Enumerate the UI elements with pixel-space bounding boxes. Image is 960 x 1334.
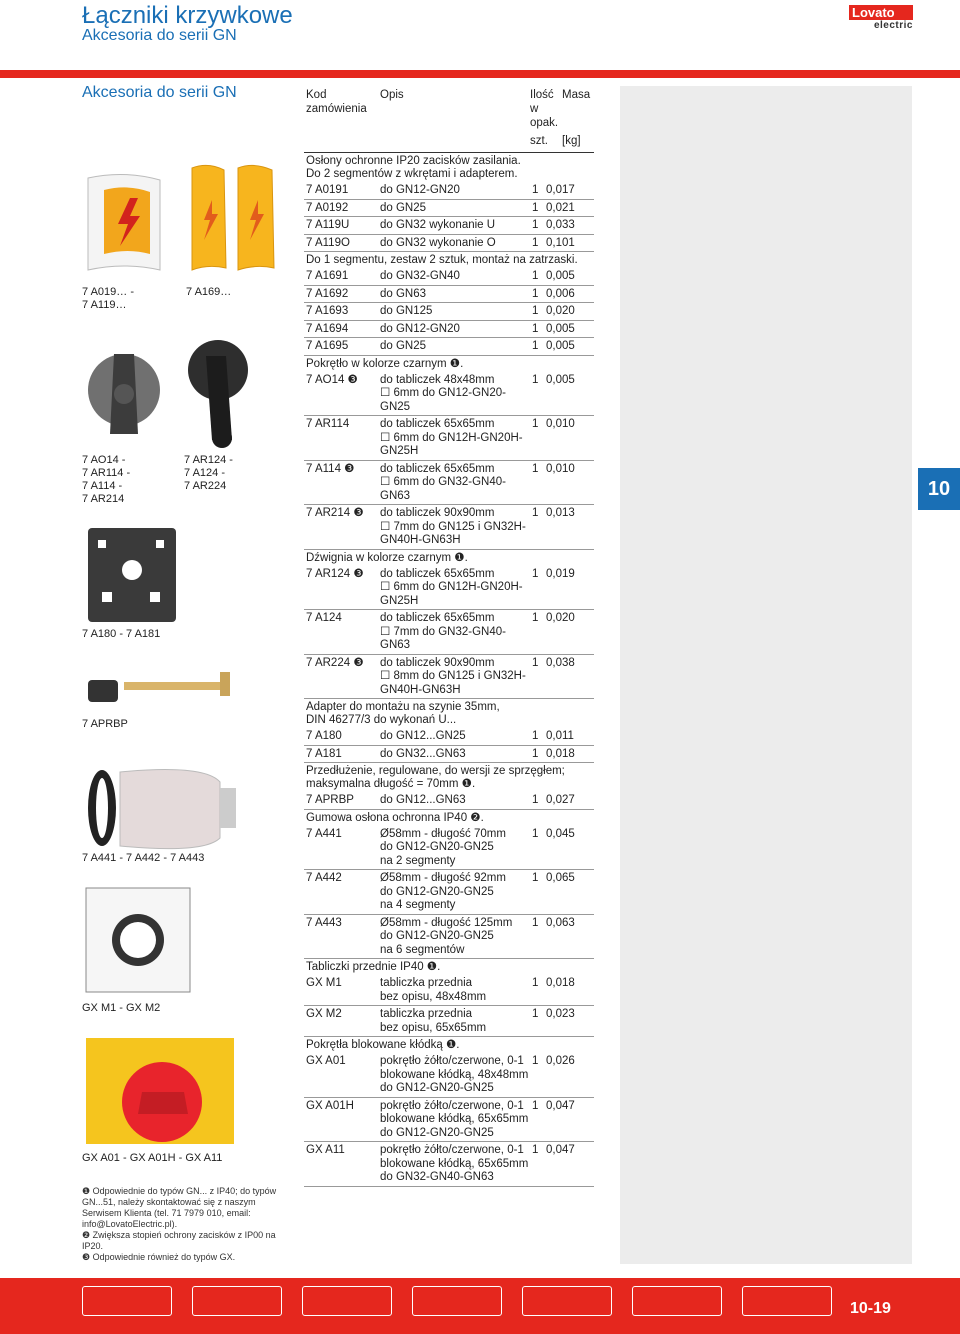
cell-desc: Ø58mm - długość 125mm do GN12-GN20-GN25 na 6 segmentów [380, 916, 513, 956]
cell-mass: 0,045 [546, 827, 575, 840]
cell-code: 7 A1693 [306, 305, 349, 317]
cell-mass: 0,047 [546, 1144, 575, 1156]
cell-code: 7 A442 [306, 872, 342, 884]
footnotes [82, 1186, 296, 1263]
product-label-a180: 7 A180 - 7 A181 [82, 628, 161, 640]
side-panel [620, 86, 912, 1264]
table-section-title: Pokrętła blokowane kłódką ❶. [306, 1039, 460, 1051]
table-header [304, 86, 594, 153]
cell-mass: 0,005 [546, 373, 575, 386]
cell-code: 7 A114 ❸ [306, 462, 355, 475]
cell-desc: tabliczka przednia bez opisu, 65x65mm [380, 1008, 487, 1034]
table-row [304, 200, 594, 218]
cell-qty: 1 [532, 977, 539, 989]
cell-mass: 0,017 [546, 184, 575, 196]
footer-box [192, 1286, 282, 1316]
cell-mass: 0,038 [546, 656, 575, 669]
table-row [304, 746, 594, 764]
table-row [304, 655, 594, 700]
table-row [304, 235, 594, 253]
cell-desc: pokrętło żółto/czerwone, 0-1 blokowane kłódką, 48x48mm do GN12-GN20-GN25 [380, 1055, 529, 1094]
cell-qty: 1 [532, 184, 539, 196]
cell-qty: 1 [532, 418, 539, 430]
product-label-ao14: 7 AO14 - 7 AR114 - 7 A114 - 7 AR214 [82, 454, 131, 505]
table-section-title: Pokrętło w kolorze czarnym ❶. [306, 357, 464, 370]
table-row [304, 610, 594, 655]
table-row [304, 1053, 594, 1098]
cell-qty: 1 [532, 507, 539, 519]
cell-mass: 0,010 [546, 462, 575, 475]
table-row [304, 870, 594, 915]
table-row [304, 1098, 594, 1143]
cell-mass: 0,006 [546, 287, 575, 300]
table-row [304, 338, 594, 356]
table-row [304, 826, 594, 871]
cell-code: 7 A1691 [306, 270, 349, 282]
cell-code: 7 A124 [306, 612, 342, 624]
cell-desc: do GN32-GN40 [380, 270, 460, 282]
table-row [304, 321, 594, 339]
cell-code: 7 AR124 ❸ [306, 567, 364, 580]
table-row [304, 372, 594, 417]
table-row [304, 182, 594, 200]
cell-code: 7 A1695 [306, 340, 349, 352]
product-label-ar124: 7 AR124 - 7 A124 - 7 AR224 [184, 454, 233, 492]
cell-code: 7 A443 [306, 916, 342, 929]
cell-qty: 1 [532, 201, 539, 214]
cell-qty: 1 [532, 1144, 539, 1156]
front-plate-image [84, 886, 194, 994]
cell-qty: 1 [532, 1099, 539, 1112]
table-row [304, 975, 594, 1006]
cell-code: 7 A181 [306, 747, 342, 760]
col-header-mass: Masa [562, 89, 591, 101]
chapter-tab: 10 [918, 468, 960, 510]
table-row [304, 792, 594, 810]
top-red-bar [0, 70, 960, 78]
cell-desc: do GN125 [380, 305, 433, 317]
footnote: ❸ Odpowiednie również do typów GX. [82, 1252, 236, 1262]
product-label-a441: 7 A441 - 7 A442 - 7 A443 [82, 852, 205, 864]
cell-code: 7 AO14 ❸ [306, 373, 358, 386]
product-label-a019: 7 A019… - 7 A119… [82, 286, 134, 311]
cell-qty: 1 [532, 567, 539, 580]
table-row [304, 566, 594, 611]
table-row [304, 728, 594, 746]
table-row [304, 217, 594, 235]
footer-box [412, 1286, 502, 1316]
cell-code: GX M1 [306, 977, 342, 989]
cell-code: 7 A1694 [306, 322, 349, 335]
cell-qty: 1 [532, 794, 539, 806]
cell-qty: 1 [532, 287, 539, 300]
cell-desc: do GN12-GN20 [380, 184, 460, 196]
black-knob-image [84, 344, 166, 448]
cell-qty: 1 [532, 462, 539, 475]
cell-mass: 0,023 [546, 1008, 575, 1020]
product-label-aprbp: 7 APRBP [82, 718, 128, 730]
cell-desc: do tabliczek 65x65mm ☐ 7mm do GN32-GN40- GN63 [380, 612, 506, 651]
footer-box [522, 1286, 612, 1316]
cell-code: 7 A180 [306, 730, 342, 742]
cell-code: 7 A0191 [306, 184, 349, 196]
cell-qty: 1 [532, 1055, 539, 1067]
padlock-knob-image [84, 1036, 236, 1146]
cell-mass: 0,033 [546, 219, 575, 231]
cell-qty: 1 [532, 340, 539, 352]
extension-shaft-image [84, 664, 234, 712]
cell-mass: 0,005 [546, 322, 575, 335]
footnote: ❶ Odpowiednie do typów GN... z IP40; do typów GN...51, należy skontaktować się z naszym Serwisem Klienta (tel. 71 7979 010, email: info@LovatoElectric.pl). [82, 1186, 277, 1229]
cell-qty: 1 [532, 656, 539, 669]
cell-desc: do tabliczek 65x65mm ☐ 6mm do GN32-GN40- GN63 [380, 462, 506, 502]
product-label-gxa: GX A01 - GX A01H - GX A11 [82, 1152, 223, 1164]
col-header-qty: Ilość w opak. [530, 89, 559, 129]
cell-desc: do GN25 [380, 340, 427, 352]
logo-bottom: electric [873, 20, 913, 31]
cell-code: 7 A119U [306, 219, 350, 231]
accessories-table [304, 86, 594, 1187]
product-label-a169: 7 A169… [186, 286, 232, 298]
footer-box [742, 1286, 832, 1316]
cell-qty: 1 [532, 827, 539, 840]
cell-mass: 0,005 [546, 340, 575, 352]
cell-mass: 0,013 [546, 507, 575, 519]
cell-desc: do GN12-GN20 [380, 322, 460, 335]
cell-code: 7 A0192 [306, 201, 349, 214]
cell-code: 7 AR224 ❸ [306, 656, 364, 669]
table-row [304, 303, 594, 321]
footer-box [632, 1286, 722, 1316]
cell-code: 7 AR114 [306, 418, 350, 430]
table-section-title: Dźwignia w kolorze czarnym ❶. [306, 551, 468, 564]
table-body [304, 153, 594, 1187]
cell-mass: 0,005 [546, 270, 575, 282]
table-row [304, 915, 594, 960]
cell-mass: 0,010 [546, 418, 575, 430]
cell-desc: do tabliczek 65x65mm ☐ 6mm do GN12H-GN20H- GN25H [380, 418, 523, 457]
cell-desc: do GN12...GN63 [380, 794, 466, 806]
section-title: Akcesoria do serii GN [82, 84, 237, 101]
col-header-qty-unit: szt. [530, 135, 548, 147]
cell-code: 7 A119O [306, 236, 350, 249]
cell-desc: do tabliczek 90x90mm ☐ 7mm do GN125 i GN32H- GN40H-GN63H [380, 507, 526, 546]
rubber-cover-image [84, 762, 240, 852]
cell-desc: do tabliczek 90x90mm ☐ 8mm do GN125 i GN32H- GN40H-GN63H [380, 656, 526, 696]
cell-code: 7 A441 [306, 827, 342, 840]
table-section-title: Adapter do montażu na szynie 35mm, DIN 46277/3 do wykonań U... [306, 701, 500, 726]
table-section-title: Przedłużenie, regulowane, do wersji ze sprzęgłem; maksymalna długość = 70mm ❶. [306, 765, 565, 790]
footnote: ❷ Zwiększa stopień ochrony zacisków z IP00 na IP20. [82, 1230, 276, 1251]
col-header-code: Kod zamówienia [306, 89, 367, 115]
cell-mass: 0,027 [546, 794, 575, 806]
cell-desc: pokrętło żółto/czerwone, 0-1 blokowane kłódką, 65x65mm do GN32-GN40-GN63 [380, 1144, 529, 1183]
cell-mass: 0,047 [546, 1099, 575, 1112]
black-lever-image [184, 330, 254, 450]
cell-qty: 1 [532, 872, 539, 884]
cell-mass: 0,026 [546, 1055, 575, 1067]
table-section-title: Do 1 segmentu, zestaw 2 sztuk, montaż na zatrzaski. [306, 254, 578, 266]
product-label-gxm: GX M1 - GX M2 [82, 1002, 161, 1014]
cell-code: GX A01 [306, 1055, 346, 1067]
cell-mass: 0,021 [546, 201, 575, 214]
table-row [304, 505, 594, 550]
table-row [304, 286, 594, 304]
cell-code: GX A01H [306, 1099, 354, 1112]
cell-mass: 0,063 [546, 916, 575, 929]
cell-qty: 1 [532, 305, 539, 317]
cell-desc: do GN63 [380, 287, 427, 300]
cell-qty: 1 [532, 270, 539, 282]
footer-box [302, 1286, 392, 1316]
table-section-title: Gumowa osłona ochronna IP40 ❷. [306, 811, 484, 824]
cell-desc: pokrętło żółto/czerwone, 0-1 blokowane kłódką, 65x65mm do GN12-GN20-GN25 [380, 1099, 529, 1139]
cell-code: 7 A1692 [306, 287, 349, 300]
page-number: 10-19 [850, 1300, 891, 1317]
table-row [304, 1142, 594, 1187]
table-row [304, 1006, 594, 1037]
cell-mass: 0,018 [546, 977, 575, 989]
cell-desc: tabliczka przednia bez opisu, 48x48mm [380, 977, 487, 1003]
cell-mass: 0,101 [546, 236, 575, 249]
footer-box [82, 1286, 172, 1316]
lovato-logo [849, 5, 913, 31]
table-section-title: Tabliczki przednie IP40 ❶. [306, 961, 441, 973]
cell-qty: 1 [532, 373, 539, 386]
cell-mass: 0,018 [546, 747, 575, 760]
table-row [304, 268, 594, 286]
cell-qty: 1 [532, 612, 539, 624]
cell-desc: do GN12...GN25 [380, 730, 466, 742]
table-row [304, 461, 594, 506]
cell-qty: 1 [532, 236, 539, 249]
cell-desc: Ø58mm - długość 92mm do GN12-GN20-GN25 na 4 segmenty [380, 872, 506, 911]
cell-desc: do tabliczek 48x48mm ☐ 6mm do GN12-GN20- GN25 [380, 373, 506, 413]
cell-mass: 0,020 [546, 612, 575, 624]
cell-mass: 0,020 [546, 305, 575, 317]
cover-segment-image [186, 160, 280, 278]
logo-top: Lovato [849, 5, 913, 20]
cell-code: 7 APRBP [306, 794, 354, 806]
cell-desc: do GN32...GN63 [380, 747, 466, 760]
page-title: Łączniki krzywkowe [82, 2, 293, 29]
cell-qty: 1 [532, 219, 539, 231]
terminal-cover-image [84, 172, 164, 276]
cell-desc: do GN32 wykonanie O [380, 236, 496, 249]
cell-qty: 1 [532, 730, 539, 742]
cell-mass: 0,011 [546, 730, 574, 742]
cell-mass: 0,065 [546, 872, 575, 884]
table-section-title: Osłony ochronne IP20 zacisków zasilania. Do 2 segmentów z wkrętami i adapterem. [306, 155, 521, 180]
cell-mass: 0,019 [546, 567, 575, 580]
cell-desc: do tabliczek 65x65mm ☐ 6mm do GN12H-GN20H- GN25H [380, 567, 523, 607]
cell-code: GX M2 [306, 1008, 342, 1020]
page-subtitle: Akcesoria do serii GN [82, 27, 237, 44]
cell-qty: 1 [532, 747, 539, 760]
table-row [304, 416, 594, 461]
cell-desc: Ø58mm - długość 70mm do GN12-GN20-GN25 na 2 segmenty [380, 827, 506, 867]
cell-qty: 1 [532, 1008, 539, 1020]
cell-qty: 1 [532, 916, 539, 929]
cell-desc: do GN32 wykonanie U [380, 219, 496, 231]
col-header-mass-unit: [kg] [562, 135, 581, 147]
din-adapter-image [84, 520, 184, 626]
cell-qty: 1 [532, 322, 539, 335]
cell-desc: do GN25 [380, 201, 427, 214]
cell-code: GX A11 [306, 1144, 345, 1156]
cell-code: 7 AR214 ❸ [306, 507, 364, 519]
col-header-desc: Opis [380, 89, 404, 101]
